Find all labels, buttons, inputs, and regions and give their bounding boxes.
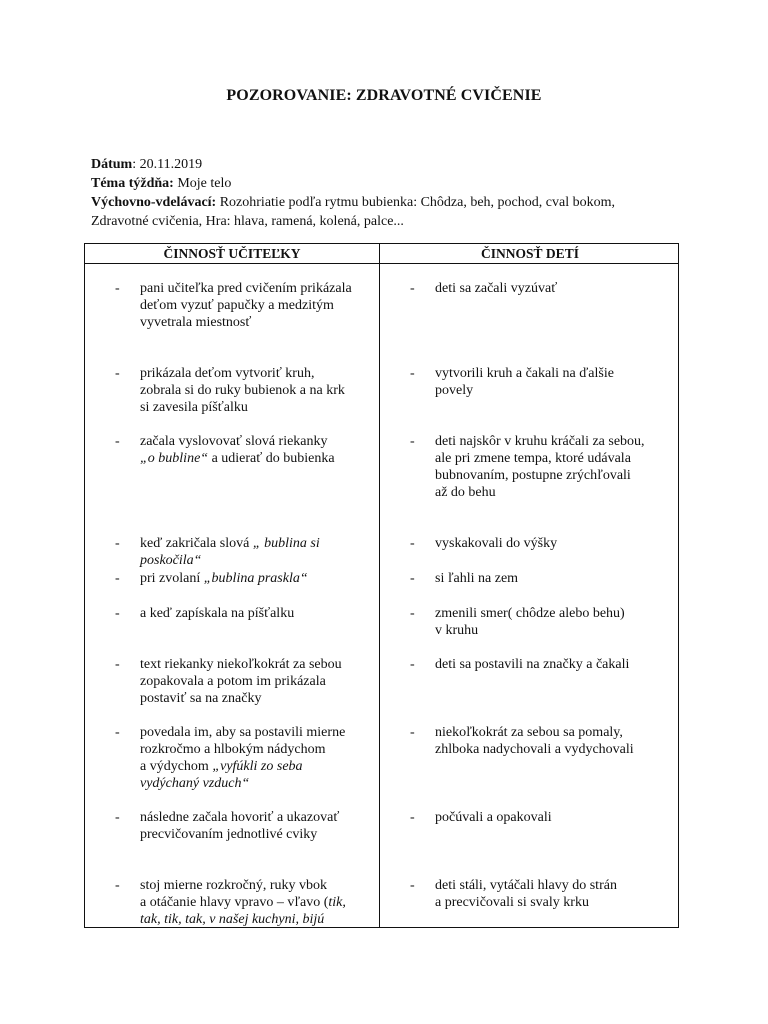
- date-line: [91, 155, 691, 174]
- page-title: POZOROVANIE: ZDRAVOTNÉ CVIČENIE: [226, 87, 542, 104]
- edu-value-line2: Zdravotné cvičenia, Hra: hlava, ramená, kolená, palce...: [91, 214, 404, 229]
- column-header-teacher: ČINNOSŤ UČITEĽKY: [163, 246, 301, 261]
- edu-line: [91, 193, 691, 212]
- theme-value: Moje telo: [173, 176, 232, 191]
- header-divider: [85, 263, 678, 264]
- column-divider: [379, 244, 380, 927]
- date-value: : 20.11.2019: [132, 157, 203, 172]
- date-label: Dátum: [91, 157, 133, 172]
- edu-label: Výchovno-vdelávací:: [91, 195, 217, 210]
- theme-label: Téma týždňa:: [91, 176, 174, 191]
- column-header-children: ČINNOSŤ DETÍ: [481, 246, 579, 261]
- edu-value-line1: Rozohriatie podľa rytmu bubienka: Chôdza, beh, pochod, cval bokom,: [216, 195, 615, 210]
- theme-line: [91, 174, 691, 193]
- document-meta: [91, 155, 691, 231]
